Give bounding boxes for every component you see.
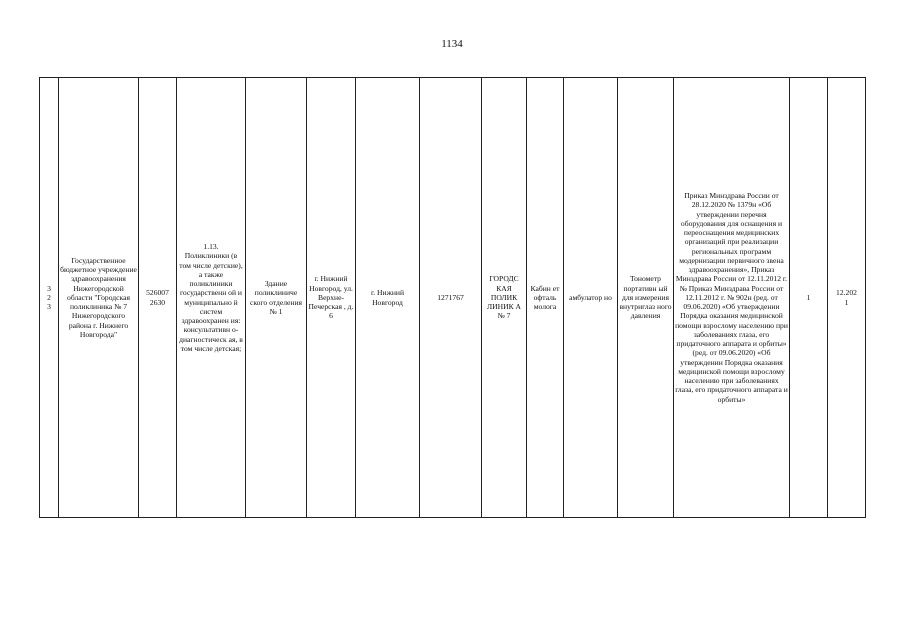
table-row: [40, 78, 866, 518]
registry-table: [39, 77, 866, 518]
cell-room: Кабин ет офталь молога: [527, 78, 564, 518]
cell-city: г. Нижний Новгород: [356, 78, 420, 518]
cell-basis: Приказ Минздрава России от 28.12.2020 № 1379н «Об утверждении перечня оборудования для оснащения и переоснащения медицинских организаций при реализации региональных программ модернизации первичного звена здравоохранения», Приказ Минздрава России от 12.11.2012 г. № Приказ Минздрава России от 12.11.2012 г. № 902н (ред. от 09.06.2020) «Об утверждении Порядка оказания медицинской помощи взрослому населению при заболеваниях глаза, его придаточного аппарата и орбиты» (ред. от 09.06.2020) «Об утверждении Порядка оказания медицинской помощи взрослому населению при заболеваниях глаза, его придаточного аппарата и орбиты»: [674, 78, 790, 518]
cell-building: Здание поликлиниче ского отделения № 1: [246, 78, 307, 518]
cell-short-name: ГОРОДС КАЯ ПОЛИК ЛИНИК А № 7: [482, 78, 527, 518]
cell-code: 1271767: [420, 78, 482, 518]
cell-row-number: 3 2 3: [40, 78, 59, 518]
cell-inn: 526007 2630: [139, 78, 177, 518]
cell-equipment: Тонометр портативн ый для измерения внутриглаз ного давления: [618, 78, 674, 518]
cell-address: г. Нижний Новгород, ул. Верхне-Печерская , д. 6: [307, 78, 356, 518]
cell-quantity: 1: [790, 78, 828, 518]
page-number: 1134: [441, 38, 463, 50]
cell-category: 1.13. Поликлиники (в том числе детские), а также поликлиники государственн ой и муниципально й систем здравоохранен ия: консультативн о-диагностическ ая, в том числе детская;: [177, 78, 246, 518]
cell-organization: Государственное бюджетное учреждение здравоохранения Нижегородской области "Городская поликлиника № 7 Нижегородского района г. Нижнего Новгорода": [59, 78, 139, 518]
cell-type: амбулатор но: [564, 78, 618, 518]
cell-date: 12.202 1: [828, 78, 866, 518]
